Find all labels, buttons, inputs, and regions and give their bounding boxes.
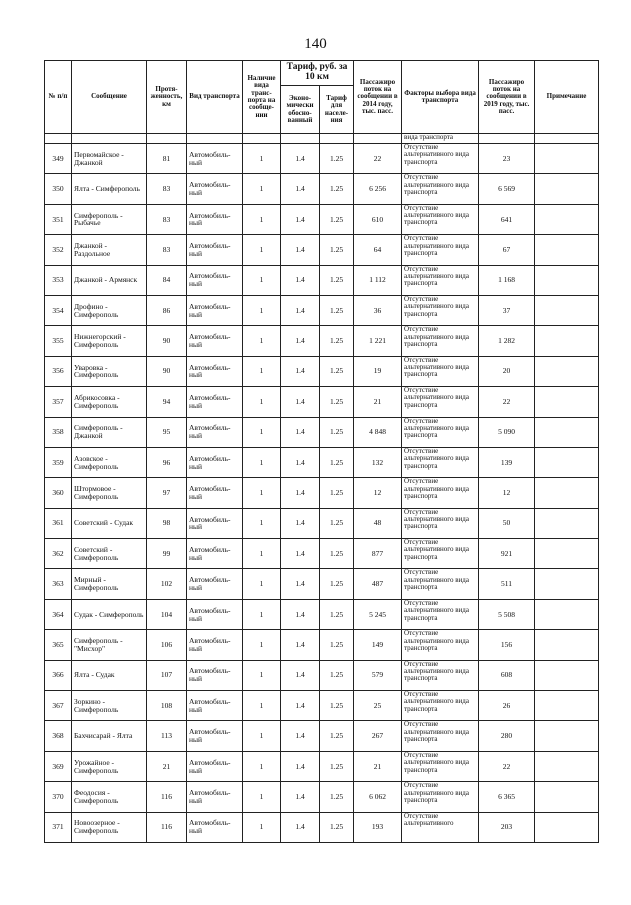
- note: [535, 812, 599, 842]
- note: [535, 721, 599, 751]
- header-num: № п/п: [45, 61, 72, 134]
- flow-2014: 610: [354, 204, 402, 234]
- flow-2019: 139: [479, 447, 535, 477]
- tariff-econ: 1.4: [281, 599, 320, 629]
- tariff-econ: 1.4: [281, 721, 320, 751]
- selection-factor: Отсутствие альтернативного вида транспорта: [402, 447, 479, 477]
- selection-factor: Отсутствие альтернативного вида транспорта: [402, 782, 479, 812]
- route-name: Советский - Судак: [72, 508, 147, 538]
- availability: 1: [243, 326, 281, 356]
- transport-type: Автомобиль-ный: [187, 326, 243, 356]
- note: [535, 144, 599, 174]
- header-tariff-pop: Тариф для населе-ния: [320, 86, 354, 134]
- page-number: 140: [304, 36, 327, 52]
- note: [535, 599, 599, 629]
- flow-2019: 22: [479, 387, 535, 417]
- note: [535, 660, 599, 690]
- route-length: 113: [147, 721, 187, 751]
- route-length: 108: [147, 691, 187, 721]
- route-name: Дрофино - Симферополь: [72, 295, 147, 325]
- tariff-econ: 1.4: [281, 387, 320, 417]
- flow-2014: 1 112: [354, 265, 402, 295]
- availability: 1: [243, 204, 281, 234]
- note: [535, 174, 599, 204]
- route-length: 95: [147, 417, 187, 447]
- flow-2019: 6 569: [479, 174, 535, 204]
- selection-factor: Отсутствие альтернативного вида транспорта: [402, 174, 479, 204]
- flow-2019: 511: [479, 569, 535, 599]
- tariff-pop: 1.25: [320, 295, 354, 325]
- selection-factor: Отсутствие альтернативного вида транспорта: [402, 721, 479, 751]
- transport-type: Автомобиль-ный: [187, 356, 243, 386]
- flow-2014: 25: [354, 691, 402, 721]
- flow-2014: 5 245: [354, 599, 402, 629]
- route-length: 107: [147, 660, 187, 690]
- tariff-pop: 1.25: [320, 235, 354, 265]
- route-length: 94: [147, 387, 187, 417]
- route-length: 83: [147, 235, 187, 265]
- selection-factor: Отсутствие альтернативного вида транспорта: [402, 204, 479, 234]
- note: [535, 387, 599, 417]
- route-length: 104: [147, 599, 187, 629]
- row-number: 353: [45, 265, 72, 295]
- tariff-econ: 1.4: [281, 144, 320, 174]
- row-number: 351: [45, 204, 72, 234]
- tariff-econ: 1.4: [281, 478, 320, 508]
- route-name: Судак - Симферополь: [72, 599, 147, 629]
- selection-factor: Отсутствие альтернативного вида транспорта: [402, 539, 479, 569]
- header-flow-2014: Пассажиро поток на сообщении в 2014 году, тыс. пасс.: [354, 61, 402, 134]
- table-row: [45, 174, 599, 204]
- availability: 1: [243, 691, 281, 721]
- availability: 1: [243, 356, 281, 386]
- tariff-pop: 1.25: [320, 691, 354, 721]
- row-number: 363: [45, 569, 72, 599]
- availability: 1: [243, 539, 281, 569]
- flow-2019: 12: [479, 478, 535, 508]
- availability: 1: [243, 174, 281, 204]
- route-name: Мирный - Симферополь: [72, 569, 147, 599]
- table-row: [45, 782, 599, 812]
- header-tariff-econ: Эконо-мически обосно-ванный: [281, 86, 320, 134]
- table-row: [45, 478, 599, 508]
- transport-type: Автомобиль-ный: [187, 782, 243, 812]
- transport-type: Автомобиль-ный: [187, 478, 243, 508]
- flow-2014: 1 221: [354, 326, 402, 356]
- selection-factor: Отсутствие альтернативного вида транспорта: [402, 265, 479, 295]
- availability: 1: [243, 144, 281, 174]
- tariff-econ: 1.4: [281, 326, 320, 356]
- tariff-pop: 1.25: [320, 204, 354, 234]
- table-row: [45, 356, 599, 386]
- note: [535, 569, 599, 599]
- flow-2014: 193: [354, 812, 402, 842]
- transport-type: Автомобиль-ный: [187, 569, 243, 599]
- route-name: Феодосия - Симферополь: [72, 782, 147, 812]
- transport-type: Автомобиль-ный: [187, 751, 243, 781]
- table-row: [45, 387, 599, 417]
- route-length: 83: [147, 204, 187, 234]
- availability: 1: [243, 751, 281, 781]
- selection-factor: Отсутствие альтернативного вида транспорта: [402, 326, 479, 356]
- tariff-pop: 1.25: [320, 539, 354, 569]
- flow-2019: 280: [479, 721, 535, 751]
- tariff-econ: 1.4: [281, 691, 320, 721]
- header-availability: Наличие вида транс-порта на сообще-нии: [243, 61, 281, 134]
- header-factors: Факторы выбора вида транспорта: [402, 61, 479, 134]
- flow-2019: 921: [479, 539, 535, 569]
- note: [535, 630, 599, 660]
- flow-2019: 1 168: [479, 265, 535, 295]
- header-transport: Вид транспорта: [187, 61, 243, 134]
- header-length: Протя-женность, км: [147, 61, 187, 134]
- header-route: Сообщение: [72, 61, 147, 134]
- tariff-econ: 1.4: [281, 174, 320, 204]
- flow-2014: 267: [354, 721, 402, 751]
- table-row: [45, 235, 599, 265]
- flow-2014: 21: [354, 387, 402, 417]
- note: [535, 508, 599, 538]
- route-name: Новоозерное - Симферополь: [72, 812, 147, 842]
- tariff-pop: 1.25: [320, 569, 354, 599]
- flow-2019: 67: [479, 235, 535, 265]
- selection-factor: Отсутствие альтернативного вида транспорта: [402, 478, 479, 508]
- flow-2019: 37: [479, 295, 535, 325]
- row-number: 370: [45, 782, 72, 812]
- flow-2014: 579: [354, 660, 402, 690]
- route-name: Зоркино - Симферополь: [72, 691, 147, 721]
- header-flow-2019: Пассажиро поток на сообщении в 2019 году, тыс. пасс.: [479, 61, 535, 134]
- transport-type: Автомобиль-ный: [187, 508, 243, 538]
- flow-2014: 64: [354, 235, 402, 265]
- selection-factor: Отсутствие альтернативного вида транспорта: [402, 417, 479, 447]
- route-length: 90: [147, 356, 187, 386]
- route-name: Джанкой - Раздольное: [72, 235, 147, 265]
- row-number: 358: [45, 417, 72, 447]
- selection-factor: Отсутствие альтернативного вида транспорта: [402, 235, 479, 265]
- tariff-pop: 1.25: [320, 174, 354, 204]
- transport-type: Автомобиль-ный: [187, 539, 243, 569]
- tariff-pop: 1.25: [320, 508, 354, 538]
- note: [535, 691, 599, 721]
- transport-type: Автомобиль-ный: [187, 204, 243, 234]
- row-number: 368: [45, 721, 72, 751]
- row-number: 355: [45, 326, 72, 356]
- availability: 1: [243, 721, 281, 751]
- note: [535, 326, 599, 356]
- flow-2019: 641: [479, 204, 535, 234]
- tariff-econ: 1.4: [281, 508, 320, 538]
- table-row: [45, 508, 599, 538]
- route-name: Ялта - Судак: [72, 660, 147, 690]
- flow-2019: 20: [479, 356, 535, 386]
- note: [535, 356, 599, 386]
- note: [535, 235, 599, 265]
- tariff-pop: 1.25: [320, 356, 354, 386]
- selection-factor: Отсутствие альтернативного вида транспорта: [402, 387, 479, 417]
- note: [535, 539, 599, 569]
- tariff-pop: 1.25: [320, 721, 354, 751]
- table-row: [45, 721, 599, 751]
- route-length: 83: [147, 174, 187, 204]
- tariff-econ: 1.4: [281, 569, 320, 599]
- flow-2014: 4 848: [354, 417, 402, 447]
- row-number: 349: [45, 144, 72, 174]
- row-number: 350: [45, 174, 72, 204]
- availability: 1: [243, 630, 281, 660]
- selection-factor: Отсутствие альтернативного вида транспорта: [402, 295, 479, 325]
- header-note: Примечание: [535, 61, 599, 134]
- transport-type: Автомобиль-ный: [187, 144, 243, 174]
- tariff-pop: 1.25: [320, 447, 354, 477]
- selection-factor: Отсутствие альтернативного вида транспорта: [402, 660, 479, 690]
- tariff-pop: 1.25: [320, 144, 354, 174]
- flow-2014: 36: [354, 295, 402, 325]
- tariff-econ: 1.4: [281, 295, 320, 325]
- availability: 1: [243, 508, 281, 538]
- table-row: [45, 204, 599, 234]
- transport-type: Автомобиль-ный: [187, 812, 243, 842]
- flow-2014: 22: [354, 144, 402, 174]
- note: [535, 265, 599, 295]
- row-number: 366: [45, 660, 72, 690]
- route-name: Симферополь - "Мисхор": [72, 630, 147, 660]
- route-name: Симферополь - Рыбачье: [72, 204, 147, 234]
- table-row: [45, 144, 599, 174]
- row-number: 352: [45, 235, 72, 265]
- selection-factor: Отсутствие альтернативного вида транспорта: [402, 356, 479, 386]
- flow-2019: 6 365: [479, 782, 535, 812]
- tariff-pop: 1.25: [320, 599, 354, 629]
- route-name: Джанкой - Армянск: [72, 265, 147, 295]
- availability: 1: [243, 417, 281, 447]
- note: [535, 782, 599, 812]
- row-number: 371: [45, 812, 72, 842]
- note: [535, 417, 599, 447]
- selection-factor: Отсутствие альтернативного вида транспорта: [402, 691, 479, 721]
- route-length: 84: [147, 265, 187, 295]
- flow-2019: 1 282: [479, 326, 535, 356]
- table-row: [45, 630, 599, 660]
- table-row: [45, 265, 599, 295]
- routes-table: [44, 60, 599, 843]
- tariff-pop: 1.25: [320, 387, 354, 417]
- selection-factor: Отсутствие альтернативного вида транспорта: [402, 508, 479, 538]
- note: [535, 478, 599, 508]
- availability: 1: [243, 387, 281, 417]
- table-row: [45, 599, 599, 629]
- row-number: 362: [45, 539, 72, 569]
- row-number: 364: [45, 599, 72, 629]
- flow-2019: 5 090: [479, 417, 535, 447]
- table-row: [45, 326, 599, 356]
- note: [535, 447, 599, 477]
- table-row: [45, 751, 599, 781]
- row-number: 354: [45, 295, 72, 325]
- continuation-text: вида транспорта: [402, 134, 479, 144]
- route-name: Ялта - Симферополь: [72, 174, 147, 204]
- tariff-pop: 1.25: [320, 812, 354, 842]
- flow-2019: 26: [479, 691, 535, 721]
- tariff-econ: 1.4: [281, 751, 320, 781]
- route-name: Советский - Симферополь: [72, 539, 147, 569]
- flow-2014: 132: [354, 447, 402, 477]
- note: [535, 295, 599, 325]
- tariff-econ: 1.4: [281, 660, 320, 690]
- table-row: [45, 539, 599, 569]
- route-length: 98: [147, 508, 187, 538]
- route-length: 21: [147, 751, 187, 781]
- row-number: 360: [45, 478, 72, 508]
- flow-2019: 5 508: [479, 599, 535, 629]
- flow-2019: 608: [479, 660, 535, 690]
- transport-type: Автомобиль-ный: [187, 295, 243, 325]
- transport-type: Автомобиль-ный: [187, 265, 243, 295]
- route-name: Нижнегорский - Симферополь: [72, 326, 147, 356]
- flow-2014: 6 256: [354, 174, 402, 204]
- transport-type: Автомобиль-ный: [187, 599, 243, 629]
- row-number: 361: [45, 508, 72, 538]
- route-name: Симферополь - Джанкой: [72, 417, 147, 447]
- availability: 1: [243, 599, 281, 629]
- flow-2014: 21: [354, 751, 402, 781]
- tariff-econ: 1.4: [281, 812, 320, 842]
- flow-2014: 877: [354, 539, 402, 569]
- row-number: 367: [45, 691, 72, 721]
- table-row: [45, 812, 599, 842]
- availability: 1: [243, 235, 281, 265]
- header-tariff: Тариф, руб. за 10 км: [281, 61, 354, 86]
- table-row: [45, 691, 599, 721]
- transport-type: Автомобиль-ный: [187, 174, 243, 204]
- route-name: Бахчисарай - Ялта: [72, 721, 147, 751]
- flow-2019: 23: [479, 144, 535, 174]
- flow-2014: 48: [354, 508, 402, 538]
- selection-factor: Отсутствие альтернативного вида транспорта: [402, 751, 479, 781]
- tariff-pop: 1.25: [320, 751, 354, 781]
- route-name: Уваровка - Симферополь: [72, 356, 147, 386]
- flow-2019: 50: [479, 508, 535, 538]
- availability: 1: [243, 660, 281, 690]
- tariff-pop: 1.25: [320, 782, 354, 812]
- availability: 1: [243, 478, 281, 508]
- route-length: 102: [147, 569, 187, 599]
- availability: 1: [243, 295, 281, 325]
- tariff-econ: 1.4: [281, 265, 320, 295]
- tariff-econ: 1.4: [281, 417, 320, 447]
- flow-2014: 6 062: [354, 782, 402, 812]
- flow-2014: 19: [354, 356, 402, 386]
- tariff-pop: 1.25: [320, 478, 354, 508]
- tariff-econ: 1.4: [281, 356, 320, 386]
- row-number: 356: [45, 356, 72, 386]
- transport-type: Автомобиль-ный: [187, 447, 243, 477]
- note: [535, 204, 599, 234]
- route-length: 106: [147, 630, 187, 660]
- row-number: 357: [45, 387, 72, 417]
- flow-2014: 487: [354, 569, 402, 599]
- continuation-row: [45, 134, 599, 144]
- tariff-pop: 1.25: [320, 660, 354, 690]
- route-length: 81: [147, 144, 187, 174]
- route-name: Абрикосовка - Симферополь: [72, 387, 147, 417]
- tariff-econ: 1.4: [281, 447, 320, 477]
- flow-2019: 156: [479, 630, 535, 660]
- tariff-pop: 1.25: [320, 417, 354, 447]
- route-name: Урожайное - Симферополь: [72, 751, 147, 781]
- transport-type: Автомобиль-ный: [187, 235, 243, 265]
- route-name: Штормовое - Симферополь: [72, 478, 147, 508]
- tariff-pop: 1.25: [320, 265, 354, 295]
- flow-2019: 22: [479, 751, 535, 781]
- note: [535, 751, 599, 781]
- availability: 1: [243, 447, 281, 477]
- tariff-econ: 1.4: [281, 539, 320, 569]
- selection-factor: Отсутствие альтернативного вида транспорта: [402, 630, 479, 660]
- transport-type: Автомобиль-ный: [187, 630, 243, 660]
- route-length: 90: [147, 326, 187, 356]
- row-number: 359: [45, 447, 72, 477]
- selection-factor: Отсутствие альтернативного вида транспорта: [402, 144, 479, 174]
- tariff-pop: 1.25: [320, 630, 354, 660]
- tariff-pop: 1.25: [320, 326, 354, 356]
- tariff-econ: 1.4: [281, 630, 320, 660]
- selection-factor: Отсутствие альтернативного вида транспорта: [402, 569, 479, 599]
- table-row: [45, 417, 599, 447]
- flow-2014: 149: [354, 630, 402, 660]
- tariff-econ: 1.4: [281, 204, 320, 234]
- route-length: 116: [147, 782, 187, 812]
- row-number: 365: [45, 630, 72, 660]
- route-length: 96: [147, 447, 187, 477]
- route-name: Азовское - Симферополь: [72, 447, 147, 477]
- route-name: Первомайское - Джанкой: [72, 144, 147, 174]
- table-row: [45, 660, 599, 690]
- flow-2014: 12: [354, 478, 402, 508]
- availability: 1: [243, 569, 281, 599]
- tariff-econ: 1.4: [281, 782, 320, 812]
- availability: 1: [243, 265, 281, 295]
- availability: 1: [243, 812, 281, 842]
- table-row: [45, 447, 599, 477]
- row-number: 369: [45, 751, 72, 781]
- route-length: 97: [147, 478, 187, 508]
- availability: 1: [243, 782, 281, 812]
- transport-type: Автомобиль-ный: [187, 417, 243, 447]
- flow-2019: 203: [479, 812, 535, 842]
- selection-factor: Отсутствие альтернативного вида транспорта: [402, 599, 479, 629]
- table-row: [45, 295, 599, 325]
- transport-type: Автомобиль-ный: [187, 721, 243, 751]
- table-row: [45, 569, 599, 599]
- tariff-econ: 1.4: [281, 235, 320, 265]
- transport-type: Автомобиль-ный: [187, 387, 243, 417]
- route-length: 116: [147, 812, 187, 842]
- route-length: 86: [147, 295, 187, 325]
- route-length: 99: [147, 539, 187, 569]
- selection-factor: Отсутствие альтернативного: [402, 812, 479, 842]
- transport-type: Автомобиль-ный: [187, 691, 243, 721]
- transport-type: Автомобиль-ный: [187, 660, 243, 690]
